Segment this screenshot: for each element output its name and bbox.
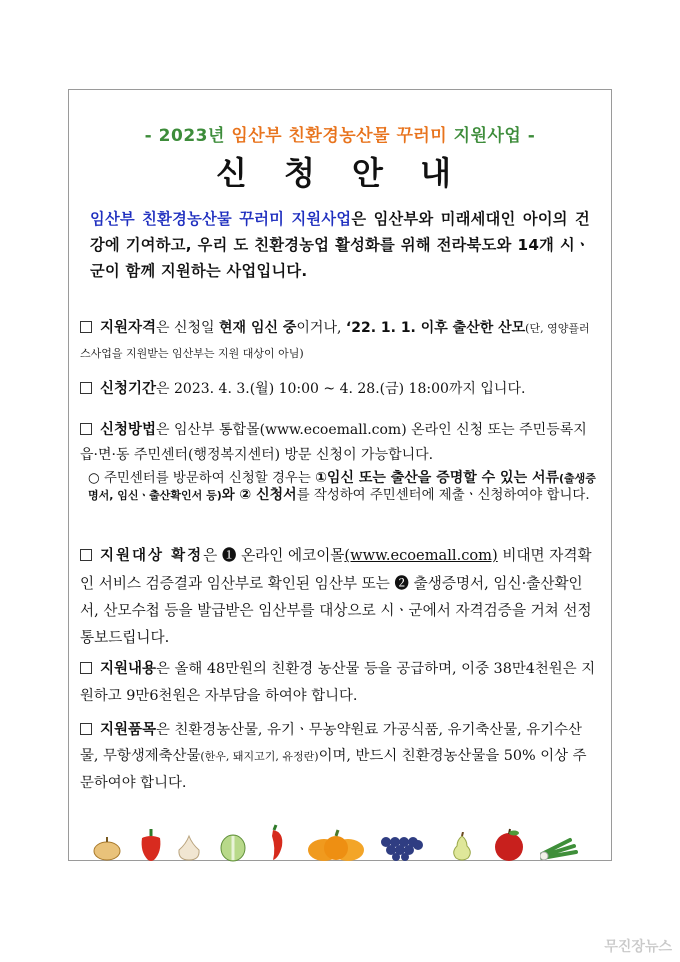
bullet-circle-icon: ○ xyxy=(88,471,100,486)
eligibility-bold-2: ‘22. 1. 1. 이후 출산한 산모 xyxy=(345,320,526,336)
checkbox-icon xyxy=(80,662,92,674)
products-text-2: 이며, 반드시 친환경농산물을 50% 이상 주문하여야 합니다. xyxy=(80,748,587,791)
products-small: (한우, 돼지고기, 유정란) xyxy=(200,750,319,763)
visit-note-text-3: 를 작성하여 주민센터에 제출ㆍ신청하여야 합니다. xyxy=(296,488,590,503)
grapes-icon xyxy=(378,832,428,862)
visit-note-text-1: 주민센터를 방문하여 신청할 경우는 xyxy=(104,471,316,486)
checkbox-icon xyxy=(80,382,92,394)
watermark-logo: 무진장뉴스 xyxy=(604,939,672,955)
checkbox-icon xyxy=(80,723,92,735)
program-title xyxy=(0,121,680,146)
checkbox-icon xyxy=(80,321,92,333)
eligibility-heading: 지원자격 xyxy=(100,320,157,336)
period-text-2: 입니다. xyxy=(475,381,526,397)
target-text-2: 비대면 자격확인 서비스 검증결과 임산부로 확인된 임산부 또는 ❷ 출생증명서, 임신·출산확인서, 산모수첩 등을 발급받은 임산부를 대상으로 시ㆍ군에서 자격검증을 거쳐 선정 통보드립니다. xyxy=(80,547,592,646)
intro-program-name: 임산부 친환경농산물 꾸러미 지원사업 xyxy=(90,210,352,228)
content-heading: 지원내용 xyxy=(100,661,157,677)
method-heading: 신청방법 xyxy=(100,422,157,438)
title-year: 2023년 xyxy=(158,126,232,146)
garlic-icon xyxy=(176,834,202,862)
pepper-icon xyxy=(136,828,166,862)
products-text-1: 은 친환경농산물, 유기ㆍ무농약원료 가공식품, 유기축산물, 유기수산물, 무항생제축산물 xyxy=(80,722,582,764)
checkbox-icon xyxy=(80,423,92,435)
content-section xyxy=(80,656,600,710)
pear-icon xyxy=(450,832,474,862)
visit-note-docs: (출생증명서, 임신ㆍ출산확인서 등) xyxy=(88,472,596,502)
chili-icon xyxy=(264,824,290,862)
eligibility-bold-1: 현재 임신 중 xyxy=(219,320,297,336)
apple-icon xyxy=(492,828,526,862)
visit-note xyxy=(88,470,603,504)
eligibility-text-1: 은 신청일 xyxy=(156,320,220,336)
green-onion-icon xyxy=(540,832,580,862)
method-text: 은 임산부 통합몰(www.ecoemall.com) 온라인 신청 또는 주민등록지 읍·면·동 주민센터(행정복지센터) 방문 신청이 가능합니다. xyxy=(80,422,587,463)
vegetable-illustration-row xyxy=(88,822,593,862)
visit-note-bold-1: ①임신 또는 출산을 증명할 수 있는 서류 xyxy=(315,470,560,486)
eligibility-section xyxy=(80,316,600,366)
products-heading: 지원품목 xyxy=(100,722,157,738)
intro-text: 은 임산부와 미래세대인 아이의 건강에 기여하고, 우리 도 친환경농업 활성화를 위해 전라북도와 14개 시ㆍ군이 함께 지원하는 사업입니다. xyxy=(90,210,590,280)
pumpkin-icon xyxy=(306,828,366,862)
visit-note-bold-2: ② 신청서 xyxy=(239,487,297,503)
intro-paragraph xyxy=(90,206,590,284)
target-section xyxy=(80,542,600,651)
target-heading: 지원대상 확정 xyxy=(100,548,204,564)
target-url-link[interactable]: (www.ecoemall.com) xyxy=(344,547,498,564)
cabbage-icon xyxy=(218,828,248,862)
period-dates: 2023. 4. 3.(월) 10:00 ~ 4. 28.(금) 18:00까지 xyxy=(174,381,476,397)
title-dash-left: - xyxy=(144,126,159,146)
products-section xyxy=(80,717,600,796)
visit-note-text-2: 와 xyxy=(221,488,240,503)
target-text-1: 은 ❶ 온라인 에코이몰 xyxy=(203,547,345,564)
title-middle: 임산부 친환경농산물 꾸러미 xyxy=(231,126,454,146)
title-end: 지원사업 xyxy=(453,126,522,146)
period-section xyxy=(80,377,600,402)
title-dash-right: - xyxy=(521,126,536,146)
eligibility-note: (단, 영양플러스사업을 지원받는 임산부는 지원 대상이 아님) xyxy=(80,322,590,360)
page-title: 신 청 안 내 xyxy=(215,154,465,192)
content-text: 은 올해 48만원의 친환경 농산물 등을 공급하며, 이중 38만4천원은 지원하고 9만6천원은 자부담을 하여야 합니다. xyxy=(80,661,596,704)
checkbox-icon xyxy=(80,549,92,561)
period-heading: 신청기간 xyxy=(100,381,157,397)
eligibility-text-2: 이거나, xyxy=(296,320,346,336)
method-section xyxy=(80,418,600,468)
onion-icon xyxy=(92,836,122,862)
period-text-1: 은 xyxy=(156,381,175,397)
